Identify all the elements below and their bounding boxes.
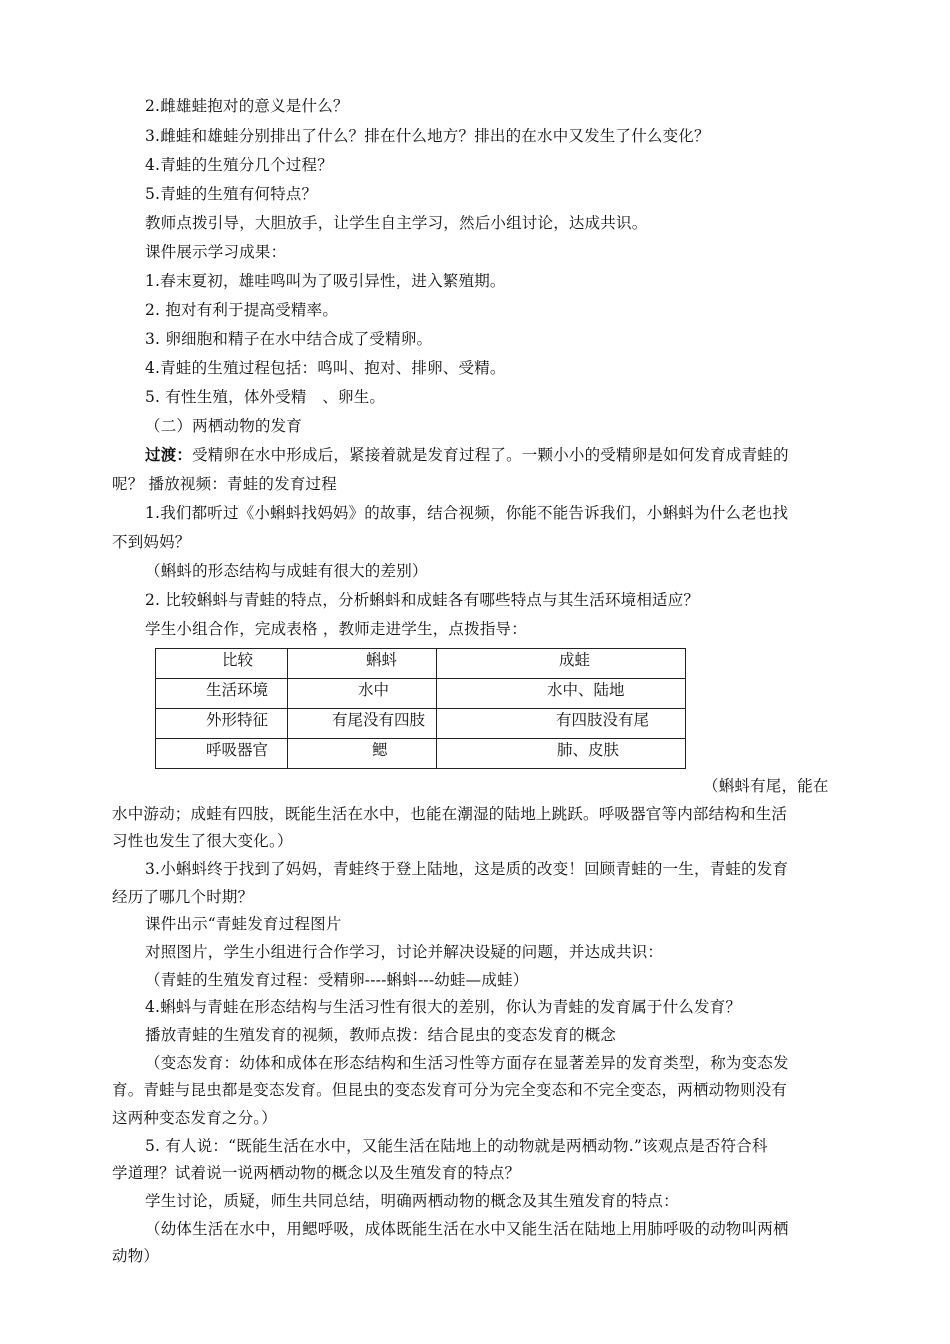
question-4: 4.青蛙的生殖分几个过程？ [145, 156, 333, 174]
definition-line1: （幼体生活在水中，用鳃呼吸，成体既能生活在水中又能生活在陆地上用肺呼吸的动物叫两栖 [145, 1220, 789, 1238]
table-cell: 有四肢没有尾 [437, 709, 686, 739]
q5-line1: 5. 有人说：“既能生活在水中，又能生活在陆地上的动物就是两栖动物.”该观点是否符合科 [145, 1137, 768, 1155]
courseware-results: 课件展示学习成果： [145, 243, 287, 261]
metamorphosis-line2: 育。青蛙与昆虫都是变态发育。但昆虫的变态发育可分为完全变态和不完全变态，两栖动物则没有 [112, 1081, 788, 1099]
definition-line2: 动物） [112, 1247, 160, 1265]
result-4: 4.青蛙的生殖过程包括：鸣叫、抱对、排卵、受精。 [145, 359, 506, 377]
metamorphosis-line1: （变态发育：幼体和成体在形态结构和生活习性等方面存在显著差异的发育类型，称为变态发 [145, 1054, 789, 1072]
table-cell: 生活环境 [156, 679, 288, 709]
metamorphosis-line3: 这两种变态发育之分。） [112, 1109, 277, 1127]
after-table-line2: 水中游动；成蛙有四肢，既能生活在水中，也能在潮湿的陆地上跳跃。呼吸器官等内部结构和生活 [112, 805, 788, 823]
courseware-note: 课件出示“青蛙发育过程图片 [145, 915, 342, 933]
table-cell: 水中 [288, 679, 437, 709]
discussion: 学生讨论，质疑，师生共同总结，明确两栖动物的概念及其生殖发育的特点： [145, 1192, 679, 1210]
question-compare: 2. 比较蝌蚪与青蛙的特点，分析蝌蚪和成蛙各有哪些特点与其生活环境相适应？ [145, 591, 700, 609]
table-header-cell: 比较 [156, 649, 288, 679]
q5-line2: 学道理？试着说一说两栖动物的概念以及生殖发育的特点？ [112, 1164, 521, 1182]
result-5: 5. 有性生殖，体外受精 、卵生。 [145, 388, 386, 406]
development-process: （青蛙的生殖发育过程：受精卵----蝌蚪---幼蛙—成蛙） [145, 971, 529, 989]
group-study: 对照图片，学生小组进行合作学习，讨论并解决设疑的问题，并达成共识： [145, 943, 664, 961]
table-intro: 学生小组合作，完成表格 ，教师走进学生，点拨指导： [145, 620, 527, 638]
after-table-line1: （蝌蚪有尾，能在 [703, 777, 829, 795]
table-row [156, 679, 686, 709]
table-header-cell: 成蛙 [437, 649, 686, 679]
table-cell: 鳃 [288, 739, 437, 769]
transition-continued: 呢？ 播放视频：青蛙的发育过程 [112, 475, 337, 493]
result-1: 1.春末夏初，雄哇鸣叫为了吸引异性，进入繁殖期。 [145, 272, 506, 290]
result-3: 3. 卵细胞和精子在水中结合成了受精卵。 [145, 330, 433, 348]
table-cell: 呼吸器官 [156, 739, 288, 769]
question-4-development: 4.蝌蚪与青蛙在形态结构与生活习性有很大的差别，你认为青蛙的发育属于什么发育？ [145, 998, 742, 1016]
table-header-cell: 蝌蚪 [288, 649, 437, 679]
video-note: 播放青蛙的生殖发育的视频，教师点拨：结合昆虫的变态发育的概念 [145, 1026, 617, 1044]
question-3: 3.雌蛙和雄蛙分别排出了什么？排在什么地方？排出的在水中又发生了什么变化？ [145, 127, 710, 145]
teacher-guidance: 教师点拨引导，大胆放手，让学生自主学习，然后小组讨论，达成共识。 [145, 214, 648, 232]
q1-line1: 1.我们都听过《小蝌蚪找妈妈》的故事，结合视频，你能不能告诉我们，小蝌蚪为什么老也找 [145, 504, 789, 522]
question-2: 2.雌雄蛙抱对的意义是什么？ [145, 97, 349, 115]
table-row [156, 739, 686, 769]
transition-paragraph [145, 445, 875, 465]
transition-text: 受精卵在水中形成后，紧接着就是发育过程了。一颗小小的受精卵是如何发育成青蛙的 [192, 446, 789, 464]
section-heading: （二）两栖动物的发育 [145, 417, 303, 435]
table-cell: 肺、皮肤 [437, 739, 686, 769]
answer-1: （蝌蚪的形态结构与成蛙有很大的差别） [145, 562, 428, 580]
table-cell: 水中、陆地 [437, 679, 686, 709]
table-cell: 外形特征 [156, 709, 288, 739]
q1-line2: 不到妈妈？ [112, 533, 191, 551]
q3-line1: 3.小蝌蚪终于找到了妈妈，青蛙终于登上陆地，这是质的改变！回顾青蛙的一生，青蛙的发育 [145, 860, 789, 878]
comparison-table [155, 648, 686, 769]
result-2: 2. 抱对有利于提高受精率。 [145, 301, 339, 319]
table-cell: 有尾没有四肢 [288, 709, 437, 739]
transition-label: 过渡： [145, 445, 193, 464]
table-row [156, 709, 686, 739]
question-5: 5.青蛙的生殖有何特点？ [145, 185, 318, 203]
q3-line2: 经历了哪几个时期？ [112, 888, 254, 906]
table-header-row [156, 649, 686, 679]
after-table-line3: 习性也发生了很大变化。） [112, 832, 293, 850]
